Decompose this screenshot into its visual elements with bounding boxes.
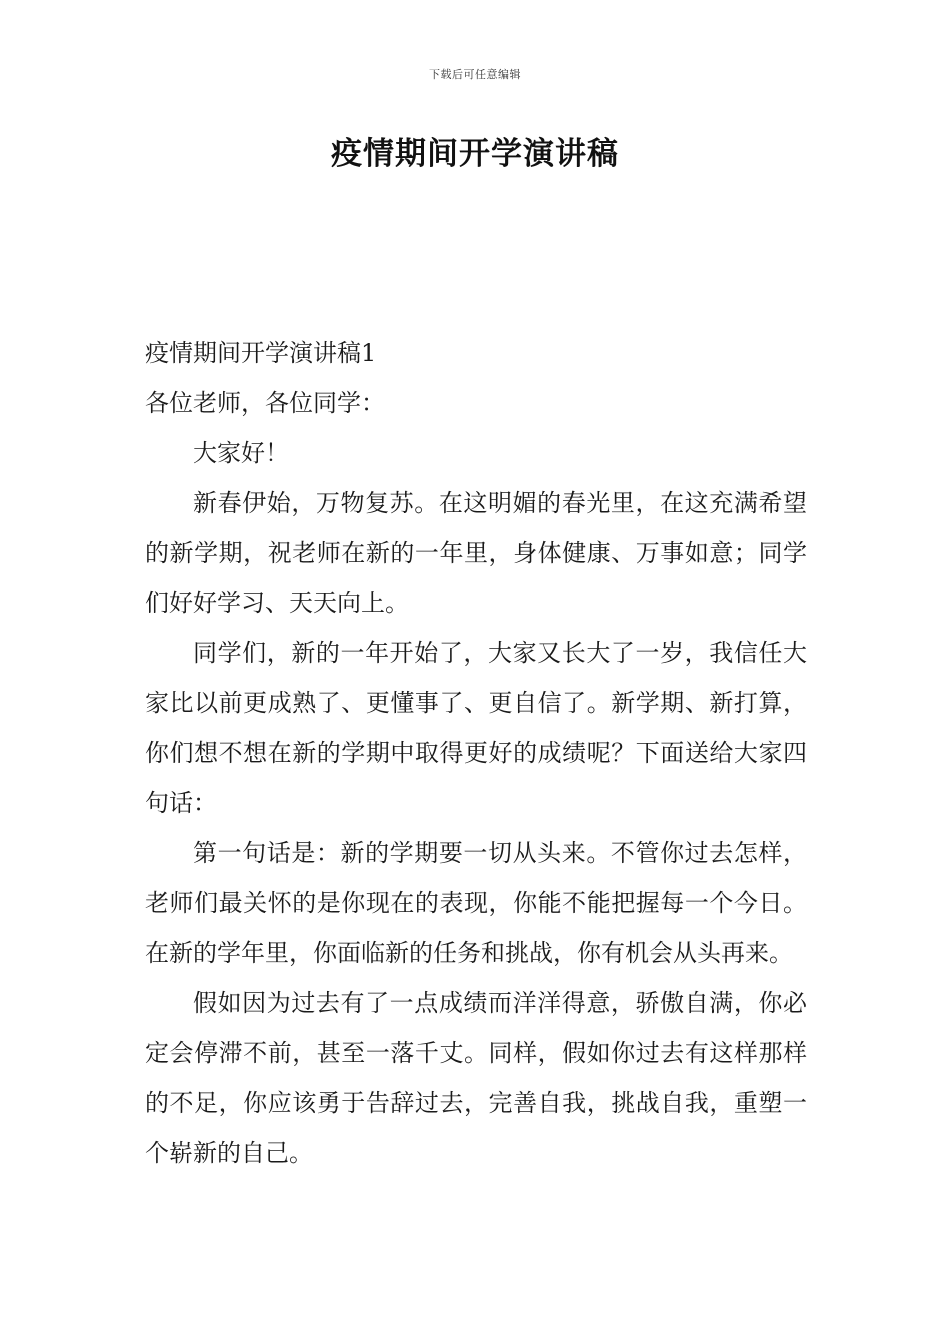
salutation: 各位老师，各位同学： [145,389,385,417]
paragraph-1: 新春伊始，万物复苏。在这明媚的春光里，在这充满希望的新学期，祝老师在新的一年里，身体健康、万事如意；同学们好好学习、天天向上。 [145,489,807,617]
paragraph-4: 假如因为过去有了一点成绩而洋洋得意，骄傲自满，你必定会停滞不前，甚至一落千丈。同样，假如你过去有这样那样的不足，你应该勇于告辞过去，完善自我，挑战自我，重塑一个崭新的自己。 [145,989,807,1167]
section-heading: 疫情期间开学演讲稿1 [145,339,377,367]
header-note: 下载后可任意编辑 [429,68,521,81]
greeting: 大家好！ [193,439,289,467]
paragraph-2: 同学们，新的一年开始了，大家又长大了一岁，我信任大家比以前更成熟了、更懂事了、更自信了。新学期、新打算，你们想不想在新的学期中取得更好的成绩呢？下面送给大家四句话： [145,639,807,817]
document-title: 疫情期间开学演讲稿 [331,136,619,172]
document-body [145,328,807,1178]
paragraph-3: 第一句话是：新的学期要一切从头来。不管你过去怎样，老师们最关怀的是你现在的表现，你能不能把握每一个今日。在新的学年里，你面临新的任务和挑战，你有机会从头再来。 [145,839,807,967]
